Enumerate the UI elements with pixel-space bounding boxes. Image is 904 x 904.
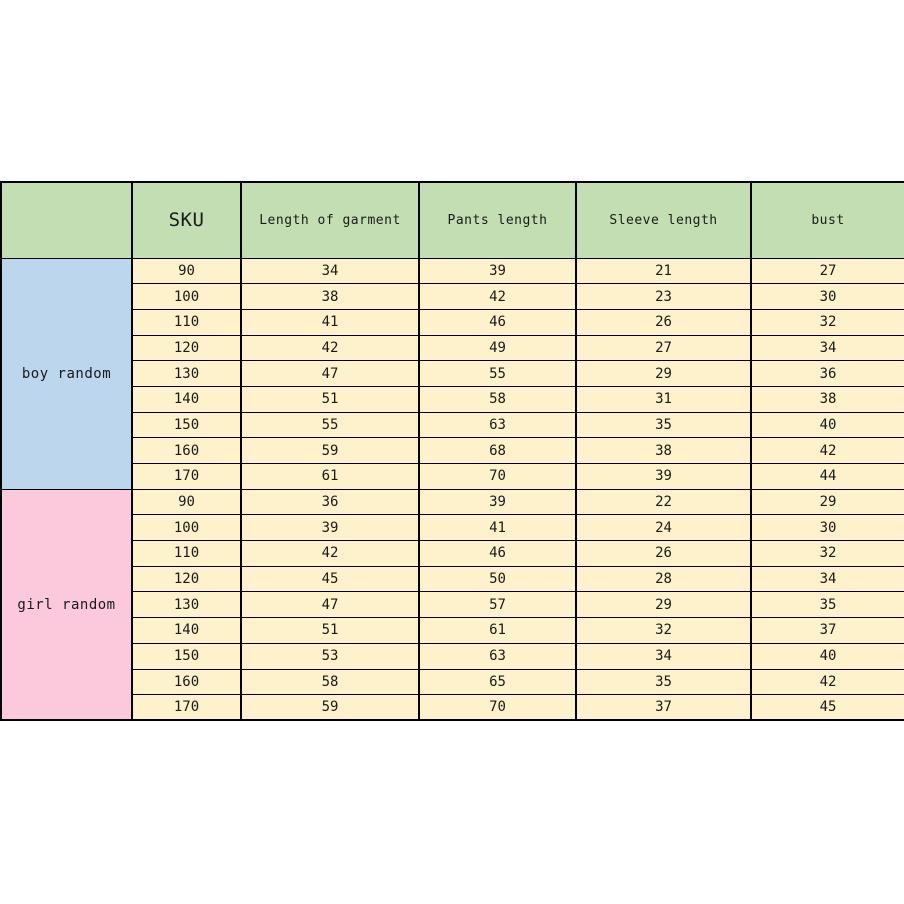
sku-cell: 150 [132,412,241,438]
value-cell: 42 [751,669,904,695]
value-cell: 70 [419,695,576,721]
value-cell: 63 [419,643,576,669]
header-row [1,182,904,258]
sku-cell: 160 [132,669,241,695]
value-cell: 61 [241,464,419,490]
value-cell: 28 [576,566,751,592]
value-cell: 45 [751,695,904,721]
table-row [1,489,904,515]
table-row [1,464,904,490]
size-chart-table [0,181,904,721]
value-cell: 51 [241,618,419,644]
value-cell: 40 [751,412,904,438]
column-header-pants-length: Pants length [419,182,576,258]
value-cell: 38 [241,284,419,310]
value-cell: 42 [241,541,419,567]
value-cell: 58 [241,669,419,695]
value-cell: 32 [576,618,751,644]
table-row [1,566,904,592]
sku-cell: 110 [132,309,241,335]
value-cell: 47 [241,361,419,387]
sku-cell: 160 [132,438,241,464]
value-cell: 40 [751,643,904,669]
table-row [1,592,904,618]
value-cell: 38 [576,438,751,464]
sku-cell: 90 [132,258,241,284]
value-cell: 41 [419,515,576,541]
value-cell: 29 [576,592,751,618]
value-cell: 32 [751,541,904,567]
value-cell: 44 [751,464,904,490]
value-cell: 31 [576,386,751,412]
table-row [1,309,904,335]
column-header-sku: SKU [132,182,241,258]
sku-cell: 140 [132,386,241,412]
table-row [1,618,904,644]
value-cell: 29 [751,489,904,515]
value-cell: 65 [419,669,576,695]
value-cell: 26 [576,541,751,567]
sku-cell: 120 [132,335,241,361]
value-cell: 53 [241,643,419,669]
value-cell: 39 [419,489,576,515]
sku-cell: 100 [132,515,241,541]
value-cell: 30 [751,284,904,310]
table-row [1,695,904,721]
value-cell: 35 [576,412,751,438]
value-cell: 34 [576,643,751,669]
value-cell: 32 [751,309,904,335]
sku-cell: 170 [132,464,241,490]
value-cell: 34 [751,566,904,592]
value-cell: 59 [241,695,419,721]
table-row [1,669,904,695]
sku-cell: 140 [132,618,241,644]
table-row [1,361,904,387]
column-header-bust: bust [751,182,904,258]
value-cell: 68 [419,438,576,464]
size-chart-body [1,258,904,720]
value-cell: 59 [241,438,419,464]
value-cell: 70 [419,464,576,490]
value-cell: 38 [751,386,904,412]
value-cell: 51 [241,386,419,412]
value-cell: 47 [241,592,419,618]
column-header-length-of-garment: Length of garment [241,182,419,258]
value-cell: 22 [576,489,751,515]
value-cell: 39 [576,464,751,490]
value-cell: 34 [751,335,904,361]
value-cell: 61 [419,618,576,644]
table-header [1,182,904,258]
value-cell: 34 [241,258,419,284]
value-cell: 30 [751,515,904,541]
value-cell: 46 [419,541,576,567]
table-row [1,412,904,438]
sku-cell: 130 [132,592,241,618]
sku-cell: 130 [132,361,241,387]
value-cell: 42 [751,438,904,464]
value-cell: 45 [241,566,419,592]
column-header-sleeve-length: Sleeve length [576,182,751,258]
value-cell: 42 [419,284,576,310]
value-cell: 29 [576,361,751,387]
value-cell: 39 [419,258,576,284]
value-cell: 35 [751,592,904,618]
value-cell: 36 [751,361,904,387]
value-cell: 26 [576,309,751,335]
value-cell: 27 [751,258,904,284]
table-row [1,541,904,567]
sku-cell: 120 [132,566,241,592]
value-cell: 41 [241,309,419,335]
value-cell: 27 [576,335,751,361]
value-cell: 55 [419,361,576,387]
value-cell: 24 [576,515,751,541]
value-cell: 36 [241,489,419,515]
sku-cell: 110 [132,541,241,567]
table-row [1,515,904,541]
table-row [1,284,904,310]
value-cell: 55 [241,412,419,438]
value-cell: 42 [241,335,419,361]
table-row [1,258,904,284]
value-cell: 57 [419,592,576,618]
value-cell: 63 [419,412,576,438]
group-label-girl: girl random [1,489,132,720]
value-cell: 46 [419,309,576,335]
value-cell: 21 [576,258,751,284]
value-cell: 23 [576,284,751,310]
sku-cell: 170 [132,695,241,721]
table-row [1,643,904,669]
value-cell: 37 [576,695,751,721]
sku-cell: 100 [132,284,241,310]
sku-cell: 150 [132,643,241,669]
sku-cell: 90 [132,489,241,515]
value-cell: 50 [419,566,576,592]
table-row [1,438,904,464]
column-header-blank [1,182,132,258]
value-cell: 58 [419,386,576,412]
value-cell: 39 [241,515,419,541]
value-cell: 35 [576,669,751,695]
table-row [1,386,904,412]
value-cell: 37 [751,618,904,644]
table-row [1,335,904,361]
group-label-boy: boy random [1,258,132,489]
value-cell: 49 [419,335,576,361]
